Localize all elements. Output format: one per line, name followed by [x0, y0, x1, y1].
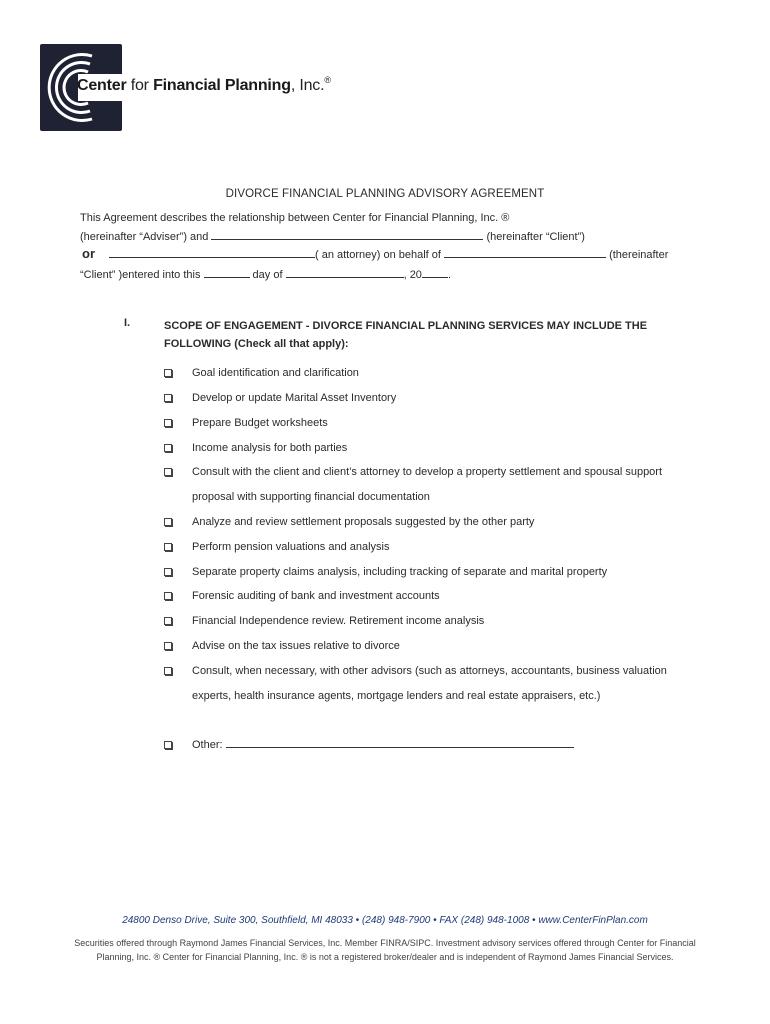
checklist-item[interactable] — [164, 584, 724, 609]
checklist-item-label: Prepare Budget worksheets — [192, 417, 328, 429]
section-number: I. — [124, 317, 131, 329]
checklist-item[interactable] — [164, 411, 724, 436]
intro-text-1: This Agreement describes the relationship between Center for Financial Planning, Inc. ® — [80, 212, 510, 224]
document-title: DIVORCE FINANCIAL PLANNING ADVISORY AGREEMENT — [225, 188, 545, 200]
checkbox-icon[interactable] — [164, 543, 172, 551]
checkbox-icon[interactable] — [164, 592, 172, 600]
checklist-item[interactable] — [164, 659, 724, 709]
checkbox-icon[interactable] — [164, 394, 172, 402]
checklist-item-label: Consult, when necessary, with other advisors (such as attorneys, accountants, business valuation experts, health insurance agents, mortgage lenders and real estate appraisers, etc.) — [192, 665, 667, 702]
brand-name — [77, 77, 331, 95]
checklist-item-label: Income analysis for both parties — [192, 442, 348, 454]
checklist-item-label: Consult with the client and client’s attorney to develop a property settlement and spousal support proposal with supporting financial documentation — [192, 466, 663, 503]
checkbox-icon[interactable] — [164, 667, 172, 675]
blank-line-other[interactable] — [226, 737, 574, 748]
checklist-item-label: Perform pension valuations and analysis — [192, 541, 390, 553]
blank-line-month[interactable] — [286, 267, 404, 278]
intro-text-4b: day of — [249, 269, 286, 281]
checklist-item[interactable] — [164, 361, 724, 386]
intro-text-4d: . — [447, 269, 451, 281]
checkbox-icon[interactable] — [164, 369, 172, 377]
brand-word-for: for — [126, 77, 154, 94]
checkbox-icon[interactable] — [164, 617, 172, 625]
checkbox-icon[interactable] — [164, 419, 172, 427]
checklist-item[interactable] — [164, 733, 724, 758]
checkbox-icon[interactable] — [164, 741, 172, 749]
brand-word-financial-planning: Financial Planning — [153, 77, 291, 94]
checklist-item-label: Financial Independence review. Retirement income analysis — [192, 615, 485, 627]
or-label: or — [82, 246, 95, 261]
checklist-item-label: Advise on the tax issues relative to divorce — [192, 640, 400, 652]
brand-word-inc: , Inc. — [290, 77, 325, 94]
footer-address: 24800 Denso Drive, Suite 300, Southfield, MI 48033 • (248) 948-7900 • FAX (248) 948-1008 • www.CenterFinPlan.com — [122, 915, 648, 926]
checkbox-icon[interactable] — [164, 468, 172, 476]
intro-text-3a: ( an attorney) on behalf of — [315, 249, 445, 261]
intro-line-4 — [80, 267, 451, 281]
blank-line-client-name[interactable] — [211, 229, 483, 240]
footer-disclaimer: Securities offered through Raymond James Financial Services, Inc. Member FINRA/SIPC. Investment advisory services offered through Center for Financial Planning, Inc. ® Center for Financial Planning, Inc. ® is not a registered broker/dealer and is independent of Raymond James Financial Services. — [74, 938, 696, 962]
checklist-item-label: Analyze and review settlement proposals suggested by the other party — [192, 516, 535, 528]
intro-line-2 — [80, 229, 585, 243]
section-heading: SCOPE OF ENGAGEMENT - DIVORCE FINANCIAL PLANNING SERVICES MAY INCLUDE THE FOLLOWING (Check all that apply): — [164, 320, 648, 350]
blank-line-behalf-of[interactable] — [444, 247, 606, 258]
intro-line-3 — [80, 246, 668, 261]
checklist-item[interactable] — [164, 535, 724, 560]
checklist-item-label: Goal identification and clarification — [192, 367, 359, 379]
blank-line-attorney-name[interactable] — [109, 247, 315, 258]
brand-word-center: Center — [77, 77, 127, 94]
intro-text-3b: (thereinafter — [606, 249, 669, 261]
intro-text-2a: (hereinafter “Adviser”) and — [80, 231, 212, 243]
blank-line-day[interactable] — [204, 267, 250, 278]
checklist-item-label: Separate property claims analysis, including tracking of separate and marital property — [192, 566, 608, 578]
blank-line-year[interactable] — [422, 267, 448, 278]
checklist-item-label: Develop or update Marital Asset Inventory — [192, 392, 397, 404]
checkbox-icon[interactable] — [164, 642, 172, 650]
intro-text-4a: “Client” )entered into this — [80, 269, 204, 281]
checklist-item[interactable] — [164, 436, 724, 461]
intro-text-4c: , 20 — [403, 269, 422, 281]
intro-text-2b: (hereinafter “Client”) — [483, 231, 585, 243]
checklist-item[interactable] — [164, 460, 724, 510]
checkbox-icon[interactable] — [164, 444, 172, 452]
checklist-item[interactable] — [164, 560, 724, 585]
checklist-item[interactable] — [164, 386, 724, 411]
registered-mark: ® — [324, 75, 331, 85]
checklist-item[interactable] — [164, 634, 724, 659]
intro-line-1 — [80, 212, 509, 224]
checkbox-icon[interactable] — [164, 518, 172, 526]
checklist-item-label: Other: — [192, 739, 226, 751]
checklist-item[interactable] — [164, 510, 724, 535]
checklist-item-other — [192, 733, 724, 758]
checklist-item-label: Forensic auditing of bank and investment accounts — [192, 590, 440, 602]
checklist-item[interactable] — [164, 609, 724, 634]
checkbox-icon[interactable] — [164, 568, 172, 576]
